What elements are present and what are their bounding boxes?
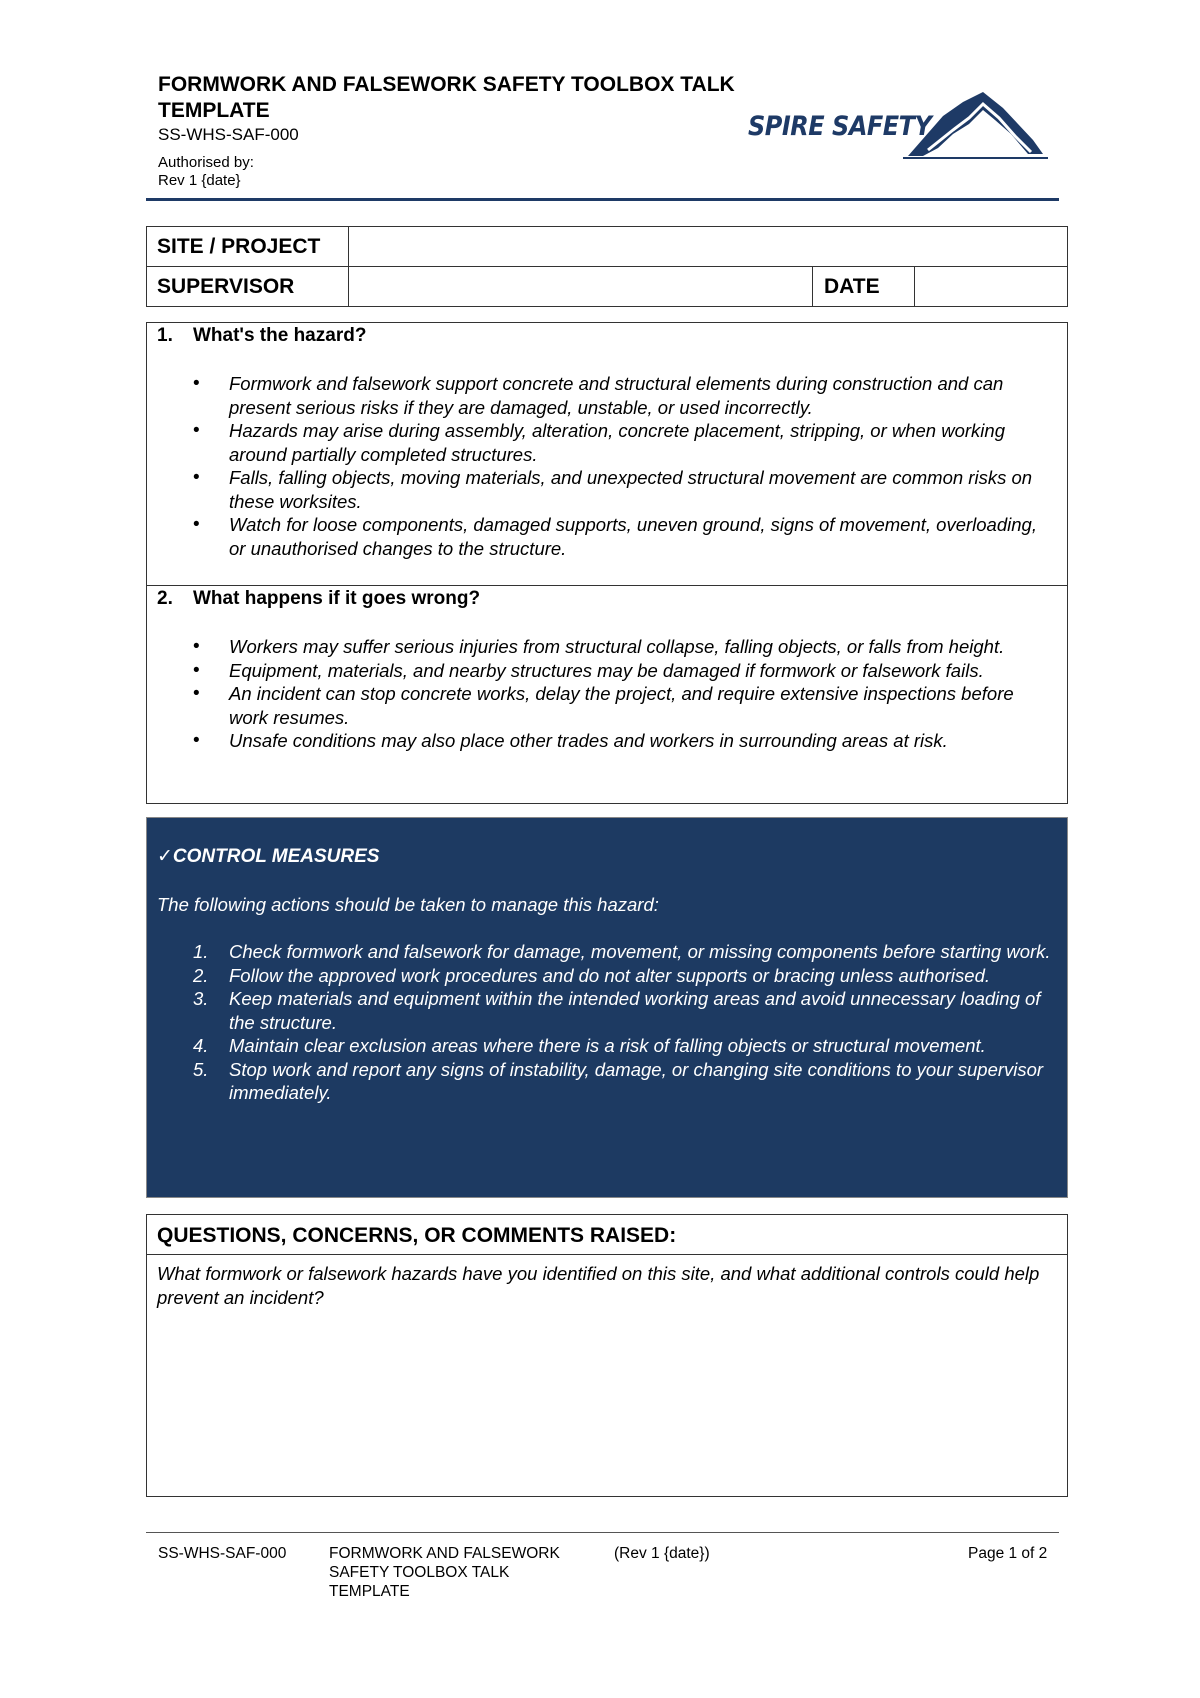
list-item: • Falls, falling objects, moving materials, and unexpected structural movement are common risks on these worksites. [147, 466, 1057, 513]
questions-heading: QUESTIONS, CONCERNS, OR COMMENTS RAISED: [157, 1224, 677, 1247]
footer-divider [146, 1532, 1059, 1533]
supervisor-label: SUPERVISOR [157, 275, 295, 298]
list-item: • Formwork and falsework support concrete and structural elements during construction and can present serious risks if they are damaged, unstable, or used incorrectly. [147, 372, 1057, 419]
list-item: • Hazards may arise during assembly, alteration, concrete placement, stripping, or when working around partially completed structures. [147, 419, 1057, 466]
control-measures-title: CONTROL MEASURES [172, 846, 380, 867]
questions-header [147, 1215, 1067, 1255]
item-number: 1. [193, 941, 209, 962]
list-item: • Equipment, materials, and nearby structures may be damaged if formwork or falsework fails. [147, 659, 1057, 683]
questions-section [146, 1214, 1068, 1497]
control-measures-section [146, 817, 1068, 1198]
document-code: SS-WHS-SAF-000 [158, 125, 299, 144]
revision-date: Rev 1 {date} [158, 172, 241, 189]
list-item: • Unsafe conditions may also place other trades and workers in surrounding areas at risk. [147, 729, 1057, 753]
footer-revision: (Rev 1 {date}) [614, 1545, 710, 1562]
logo-text: SPIRE SAFETY [748, 110, 932, 142]
site-project-field[interactable] [349, 227, 1067, 266]
control-measures-heading [157, 845, 379, 868]
hazard-section [146, 322, 1068, 586]
footer-title: FORMWORK AND FALSEWORK SAFETY TOOLBOX TALK TEMPLATE [329, 1545, 560, 1600]
questions-prompt: What formwork or falsework hazards have you identified on this site, and what additional controls could help prevent an incident? [157, 1263, 1040, 1308]
list-item [147, 1034, 1057, 1058]
supervisor-field[interactable] [349, 267, 811, 306]
supervisor-row [147, 267, 1067, 306]
consequence-list [147, 635, 1057, 753]
check-icon: ✓ [157, 846, 173, 867]
section-number: 1. [157, 325, 173, 346]
list-item [147, 987, 1057, 1034]
hazard-list [147, 372, 1057, 560]
item-text: Maintain clear exclusion areas where there is a risk of falling objects or structural movement. [229, 1035, 986, 1056]
list-item: • An incident can stop concrete works, delay the project, and require extensive inspections before work resumes. [147, 682, 1057, 729]
header-divider [146, 198, 1059, 201]
item-number: 4. [193, 1035, 209, 1056]
item-number: 2. [193, 964, 209, 986]
consequence-section [146, 585, 1068, 804]
authorised-by: Authorised by: [158, 154, 254, 171]
control-measures-list [147, 940, 1057, 1105]
comments-field[interactable] [147, 1315, 1067, 1496]
item-text: Follow the approved work procedures and do not alter supports or bracing unless authorised. [229, 964, 990, 986]
consequence-heading [157, 588, 480, 610]
section-number: 2. [157, 588, 173, 609]
site-project-row [147, 227, 1067, 267]
footer-code: SS-WHS-SAF-000 [158, 1545, 287, 1562]
item-text: Keep materials and equipment within the intended working areas and avoid unnecessary loading of the structure. [229, 988, 1041, 1033]
list-item: • Workers may suffer serious injuries from structural collapse, falling objects, or falls from height. [147, 635, 1057, 659]
list-item [147, 940, 1057, 964]
date-field[interactable] [915, 267, 1067, 306]
item-text: Stop work and report any signs of instability, damage, or changing site conditions to your supervisor immediately. [229, 1058, 1044, 1103]
control-measures-intro: The following actions should be taken to manage this hazard: [157, 894, 659, 915]
item-number: 5. [193, 1058, 209, 1080]
hazard-heading [157, 325, 366, 347]
column-divider [812, 267, 813, 306]
list-item [147, 964, 1057, 988]
section-title: What happens if it goes wrong? [193, 588, 481, 609]
spire-safety-logo [748, 90, 1048, 160]
mountain-logo-icon [883, 90, 1048, 160]
date-label: DATE [824, 275, 880, 298]
section-title: What's the hazard? [193, 325, 367, 346]
list-item: • Watch for loose components, damaged supports, uneven ground, signs of movement, overloading, or unauthorised changes to the structure. [147, 513, 1057, 560]
footer-page-number: Page 1 of 2 [968, 1545, 1048, 1562]
site-project-label: SITE / PROJECT [157, 235, 321, 258]
item-text: Check formwork and falsework for damage, movement, or missing components before starting work. [229, 941, 1051, 962]
item-number: 3. [193, 988, 209, 1009]
site-info-table [146, 226, 1068, 307]
list-item [147, 1058, 1057, 1105]
document-title: FORMWORK AND FALSEWORK SAFETY TOOLBOX TALK TEMPLATE [158, 73, 735, 122]
